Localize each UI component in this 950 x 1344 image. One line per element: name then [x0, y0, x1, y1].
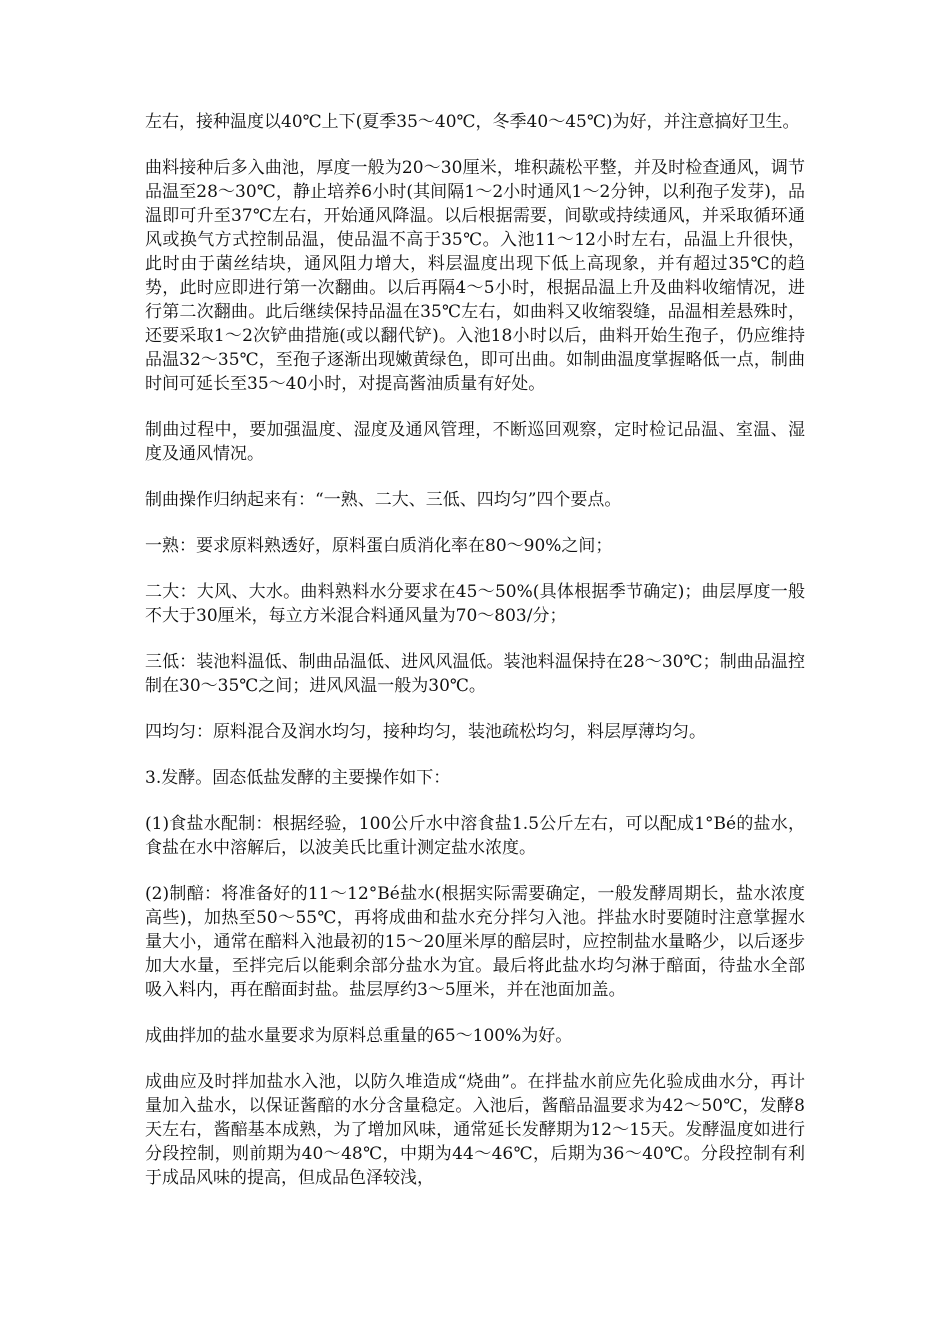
- paragraph-brine-amount: 成曲拌加的盐水量要求为原料总重量的65～100%为好。: [145, 1026, 573, 1046]
- paragraph-point-one: 一熟：要求原料熟透好，原料蛋白质消化率在80～90%之间；: [145, 536, 613, 556]
- paragraph-fermentation-control: 成曲应及时拌加盐水入池，以防久堆造成“烧曲”。在拌盐水前应先化验成曲水分，再计量加入盐水，以保证酱醅的水分含量稳定。入池后，酱醅品温要求为42～50℃，发酵8天左右，酱醅基本成熟，为了增加风味，通常延长发酵期为12～15天。发酵温度如进行分段控制，则前期为40～48℃，中期为44～46℃，后期为36～40℃。分段控制有利于成品风味的提高，但成品色泽较浅，: [145, 1072, 805, 1188]
- document-page: [145, 110, 805, 1212]
- paragraph-point-three: 三低：装池料温低、制曲品温低、进风风温低。装池料温保持在28～30℃；制曲品温控制在30～35℃之间；进风风温一般为30℃。: [145, 652, 805, 696]
- paragraph-temperature-hygiene: 左右，接种温度以40℃上下(夏季35～40℃，冬季40～45℃)为好，并注意搞好卫生。: [145, 112, 800, 132]
- paragraph-brine-preparation: (1)食盐水配制：根据经验，100公斤水中溶食盐1.5公斤左右，可以配成1°Bé的盐水，食盐在水中溶解后，以波美氏比重计测定盐水浓度。: [145, 814, 805, 858]
- paragraph-key-points: 制曲操作归纳起来有：“一熟、二大、三低、四均匀”四个要点。: [145, 490, 622, 510]
- paragraph-point-two: 二大：大风、大水。曲料熟料水分要求在45～50%(具体根据季节确定)；曲层厚度一般不大于30厘米，每立方米混合料通风量为70～803/分；: [145, 582, 805, 626]
- paragraph-koji-cultivation: 曲料接种后多入曲池，厚度一般为20～30厘米，堆积蔬松平整，并及时检查通风，调节品温至28～30℃，静止培养6小时(其间隔1～2小时通风1～2分钟，以利孢子发芽)，品温即可升至37℃左右，开始通风降温。以后根据需要，间歇或持续通风，并采取循环通风或换气方式控制品温，使品温不高于35℃。入池11～12小时左右，品温上升很快，此时由于菌丝结块，通风阻力增大，料层温度出现下低上高现象，并有超过35℃的趋势，此时应即进行第一次翻曲。以后再隔4～5小时，根据品温上升及曲料收缩情况，进行第二次翻曲。此后继续保持品温在35℃左右，如曲料又收缩裂缝，品温相差悬殊时，还要采取1～2次铲曲措施(或以翻代铲)。入池18小时以后，曲料开始生孢子，仍应维持品温32～35℃，至孢子逐渐出现嫩黄绿色，即可出曲。如制曲温度掌握略低一点，制曲时间可延长至35～40小时，对提高酱油质量有好处。: [145, 158, 805, 394]
- paragraph-process-management: 制曲过程中，要加强温度、湿度及通风管理，不断巡回观察，定时检记品温、室温、湿度及通风情况。: [145, 420, 805, 464]
- paragraph-mash-making: (2)制醅：将准备好的11～12°Bé盐水(根据实际需要确定，一般发酵周期长，盐水浓度高些)，加热至50～55℃，再将成曲和盐水充分拌匀入池。拌盐水时要随时注意掌握水量大小，通常在醅料入池最初的15～20厘米厚的醅层时，应控制盐水量略少，以后逐步加大水量，至拌完后以能剩余部分盐水为宜。最后将此盐水均匀淋于醅面，待盐水全部吸入料内，再在醅面封盐。盐层厚约3～5厘米，并在池面加盖。: [145, 884, 805, 1000]
- paragraph-point-four: 四均匀：原料混合及润水均匀，接种均匀，装池疏松均匀，料层厚薄均匀。: [145, 722, 706, 742]
- section-heading-fermentation: 3.发酵。固态低盐发酵的主要操作如下：: [145, 768, 451, 788]
